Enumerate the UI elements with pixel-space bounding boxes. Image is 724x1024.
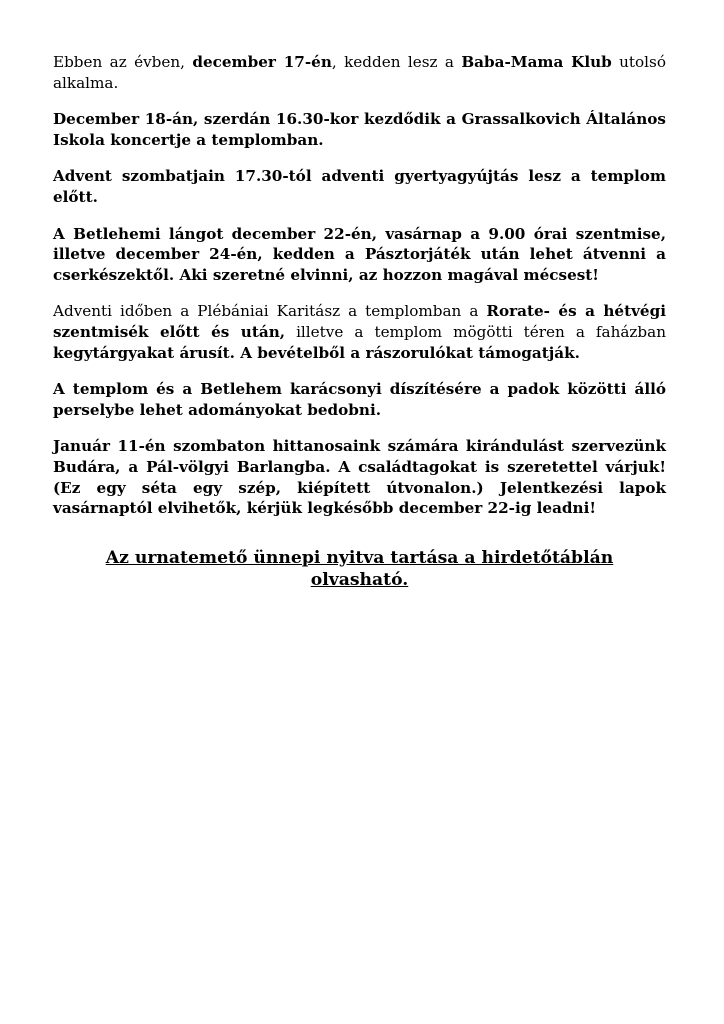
paragraph-advent-candle-lighting: Advent szombatjain 17.30-tól adventi gyertyagyújtás lesz a templom előtt. [53,167,666,206]
paragraph-bethlehem-light: A Betlehemi lángot december 22-én, vasárnap a 9.00 órai szentmise, illetve december 24-én, kedden a Pásztorjáték után lehet átvenni a cserkészektől. Aki szeretné elvinni, az hozzon magával mécsest! [53,224,666,284]
announcement-page [53,52,666,591]
paragraph-donations: A templom és a Betlehem karácsonyi díszítésére a padok közötti álló perselybe lehet adományokat bedobni. [53,380,666,419]
footer-notice: Az urnatemető ünnepi nyitva tartása a hirdetőtáblán olvasható. [105,547,614,590]
paragraph-caritas-sale: Adventi időben a Plébániai Karitász a templomban a Rorate- és a hétvégi szentmisék előtt és után, illetve a templom mögötti téren a faházban kegytárgyakat árusít. A bevételből a rászorulókat támogatják. [53,302,666,362]
paragraph-school-concert: December 18-án, szerdán 16.30-kor kezdődik a Grassalkovich Általános Iskola koncertje a templomban. [53,110,666,149]
paragraph-baba-mama-klub: Ebben az évben, december 17-én, kedden lesz a Baba-Mama Klub utolsó alkalma. [53,53,666,92]
paragraph-excursion: Január 11-én szombaton hittanosaink számára kirándulást szervezünk Budára, a Pál-völgyi Barlangba. A családtagokat is szeretettel várjuk! (Ez egy séta egy szép, kiépített útvonalon.) Jelentkezési lapok vasárnaptól elvihetők, kérjük legkésőbb december 22-ig leadni! [53,437,666,518]
